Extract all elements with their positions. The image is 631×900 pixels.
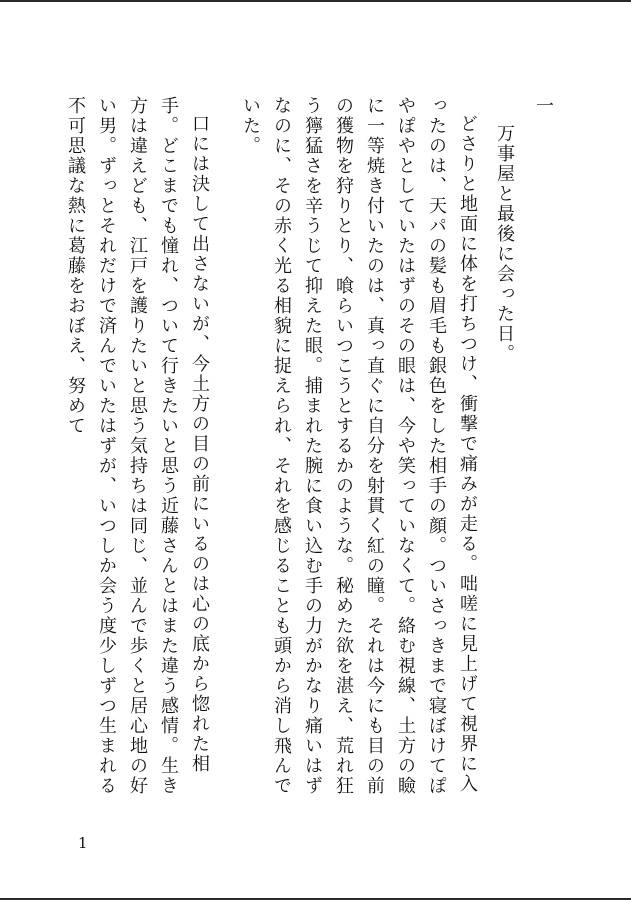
paragraph-1: どさりと地面に体を打ちつけ、衝撃で痛みが走る。咄嗟に見上げて視界に入ったのは、天パの髪も眉毛も銀色をした相手の顔。ついさっきまで寝ぼけてぽやぽやとしていたはずのその眼は、今や笑っていなくて。絡む視線、土方の瞼に一等焼き付いたのは、真っ直ぐに自分を射貫く紅の瞳。それは今にも目の前の獲物を狩りとり、喰らいつこうとするかのような。秘めた欲を湛え、荒れ狂う獰猛さを辛うじて抑えた眼。捕まれた腕に食い込む手の力がかなり痛いはずなのに、その赤く光る相貌に捉えられ、それを感じることも頭から消し飛んでいた。	[240, 96, 478, 796]
chapter-number: 一	[533, 96, 554, 116]
vertical-text-block	[65, 96, 559, 806]
page-number: 1	[78, 834, 88, 852]
chapter-subheading: 万事屋と最後に会った日。	[494, 124, 515, 364]
paragraph-2: 口には決して出さないが、今土方の目の前にいるのは心の底から惚れた相手。どこまでも憧れ、ついて行きたいと思う近藤さんとはまた違う感情。生き方は違えども、江戸を護りたいと思う気持ちは同じ、並んで歩くと居心地の好い男。ずっとそれだけで済んでいたはずが、いつしか会う度少しずつ生まれる不可思議な熱に葛藤をおぼえ、努めて	[65, 96, 210, 796]
top-border	[0, 0, 631, 2]
